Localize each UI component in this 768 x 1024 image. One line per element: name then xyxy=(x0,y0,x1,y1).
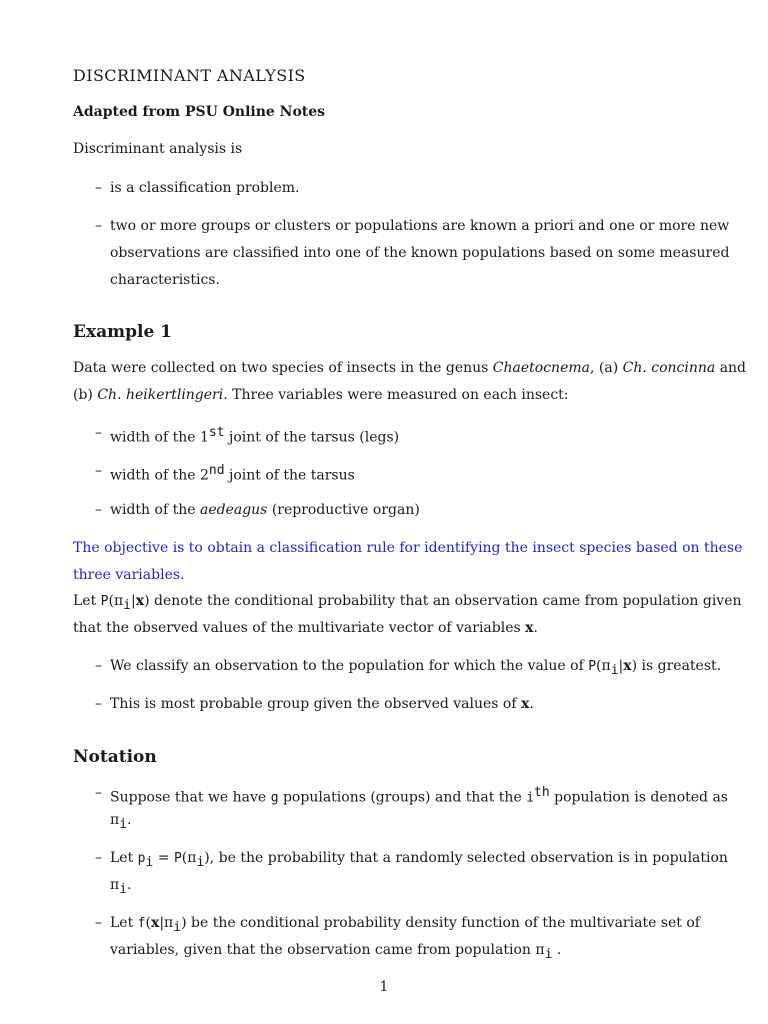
dash-icon: – xyxy=(95,658,102,674)
intro-bullet-2-line-1: two or more groups or clusters or populations are known a priori and one or more new xyxy=(110,218,730,234)
dash-icon: – xyxy=(95,502,102,518)
dash-icon: – xyxy=(95,463,102,479)
notation-bullet-1-cont: $\pi_i$. xyxy=(110,812,132,832)
dash-icon: – xyxy=(95,180,102,196)
classify-bullet: We classify an observation to the population for which the value of $P(\pi_i|x)$ is greatest. xyxy=(110,658,722,678)
posterior-formula: $P(\pi_i|x)$ xyxy=(100,593,150,613)
species-b: Ch. heikertlingeri. xyxy=(97,387,228,403)
let-line-1: Let $P(\pi_i|x)$ denote the conditional probability that an observation came from population given xyxy=(73,593,742,613)
notation-bullet-3-cont: variables, given that the observation came from population $\pi_i$ . xyxy=(110,942,562,962)
let-line-2: that the observed values of the multivariate vector of variables x. xyxy=(73,620,538,636)
dash-icon: – xyxy=(95,850,102,866)
probable-group-bullet: This is most probable group given the observed values of x. xyxy=(110,696,534,712)
intro-bullet-2-line-3: characteristics. xyxy=(110,272,220,288)
variable-3: width of the aedeagus (reproductive organ) xyxy=(110,502,420,518)
dash-icon: – xyxy=(95,696,102,712)
dash-icon: – xyxy=(95,218,102,234)
dash-icon: – xyxy=(95,785,102,801)
objective-line-1: The objective is to obtain a classification rule for identifying the insect species based on these xyxy=(73,540,743,556)
intro-bullet-1: is a classification problem. xyxy=(110,180,300,196)
example-line-2: (b) Ch. heikertlingeri. Three variables were measured on each insect: xyxy=(73,387,569,403)
notation-bullet-2: Let $p_i = P(\pi_i)$, be the probability that a randomly selected observation is in population xyxy=(110,850,728,870)
notation-bullet-1: Suppose that we have g populations (groups) and that the $i^{th}$ population is denoted as xyxy=(110,785,728,806)
document-title: DISCRIMINANT ANALYSIS xyxy=(73,66,306,85)
intro-bullet-2-line-2: observations are classified into one of the known populations based on some measured xyxy=(110,245,730,261)
notation-heading: Notation xyxy=(73,747,157,767)
example-heading: Example 1 xyxy=(73,322,173,342)
notation-bullet-3: Let $f(x|\pi_i)$ be the conditional probability density function of the multivariate set of xyxy=(110,915,700,935)
posterior-formula: $P(\pi_i|x)$ xyxy=(588,658,638,678)
notation-bullet-2-cont: $\pi_i$. xyxy=(110,877,132,897)
variable-1: width of the 1st joint of the tarsus (legs) xyxy=(110,425,400,446)
genus-name: Chaetocnema xyxy=(492,360,590,376)
objective-line-2: three variables. xyxy=(73,567,185,583)
document-subtitle: Adapted from PSU Online Notes xyxy=(73,104,326,120)
dash-icon: – xyxy=(95,425,102,441)
intro-text: Discriminant analysis is xyxy=(73,141,243,157)
page-number: 1 xyxy=(379,979,389,995)
species-a: Ch. concinna xyxy=(622,360,716,376)
variable-2: width of the 2nd joint of the tarsus xyxy=(110,463,355,484)
example-line-1: Data were collected on two species of insects in the genus Chaetocnema, (a) Ch. concinna and xyxy=(73,360,747,376)
dash-icon: – xyxy=(95,915,102,931)
